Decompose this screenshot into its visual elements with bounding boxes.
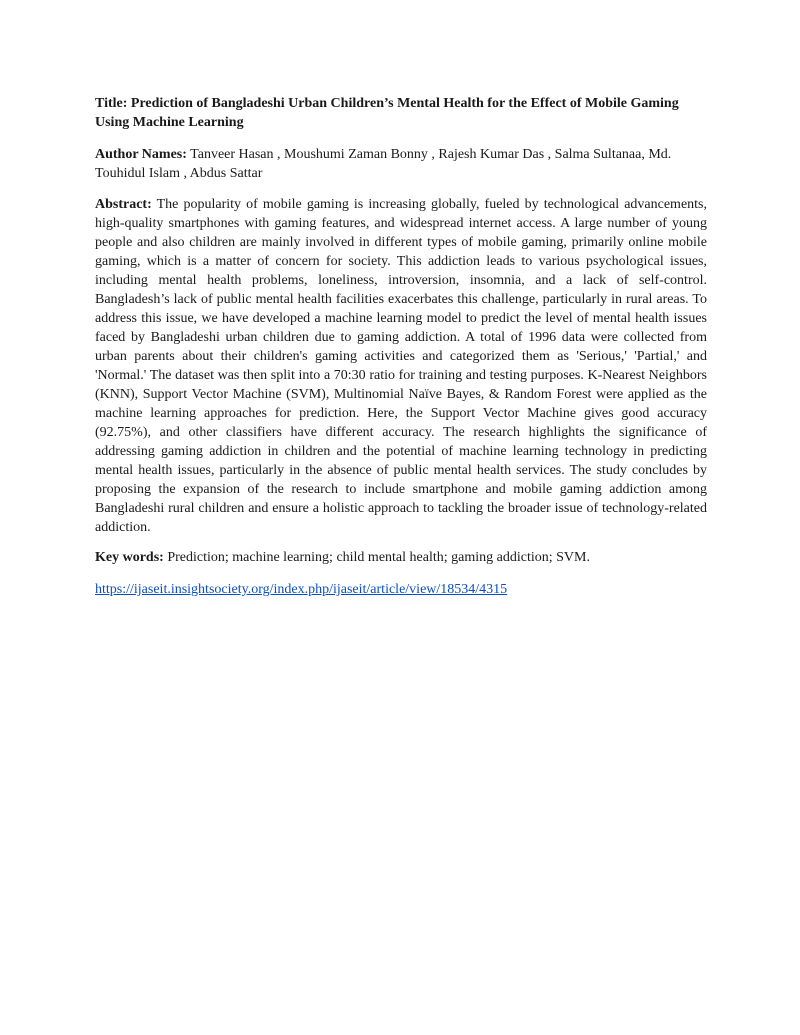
document-page xyxy=(95,94,707,610)
article-link-paragraph xyxy=(95,580,707,599)
abstract xyxy=(95,195,707,537)
abstract-text: The popularity of mobile gaming is increasing globally, fueled by technological advancements, high-quality smartphones with gaming features, and widespread internet access. A large number of young people and also children are mainly involved in different types of mobile gaming, primarily online mobile gaming, which is a matter of concern for society. This addiction leads to various psychological issues, including mental health problems, loneliness, introversion, insomnia, and a lack of self-control. Bangladesh’s lack of public mental health facilities exacerbates this challenge, particularly in rural areas. To address this issue, we have developed a machine learning model to predict the level of mental health issues faced by Bangladeshi urban children due to gaming addiction. A total of 1996 data were collected from urban parents about their children's gaming activities and categorized them as 'Serious,' 'Partial,' and 'Normal.' The dataset was then split into a 70:30 ratio for training and testing purposes. K-Nearest Neighbors (KNN), Support Vector Machine (SVM), Multinomial Naïve Bayes, & Random Forest were applied as the machine learning approaches for prediction. Here, the Support Vector Machine gives good accuracy (92.75%), and other classifiers have different accuracy. The research highlights the significance of addressing gaming addiction in children and the potential of machine learning technology in predicting mental health issues, particularly in the absence of public mental health services. The study concludes by proposing the expansion of the research to include smartphone and mobile gaming addiction among Bangladeshi rural children and ensure a holistic approach to tackling the broader issue of technology-related addiction. xyxy=(95,197,707,535)
authors-text: Tanveer Hasan , Moushumi Zaman Bonny , Rajesh Kumar Das , Salma Sultanaa, Md. Touhidul Islam , Abdus Sattar xyxy=(95,147,672,181)
keywords xyxy=(95,548,707,567)
keywords-label: Key words: xyxy=(95,550,164,565)
article-link[interactable]: https://ijaseit.insightsociety.org/index.php/ijaseit/article/view/18534/4315 xyxy=(95,582,508,597)
keywords-text: Prediction; machine learning; child mental health; gaming addiction; SVM. xyxy=(167,550,590,565)
paper-title xyxy=(95,94,707,132)
authors-label: Author Names: xyxy=(95,147,187,162)
title-label: Title: xyxy=(95,96,128,111)
title-text: Prediction of Bangladeshi Urban Children’s Mental Health for the Effect of Mobile Gaming Using Machine Learning xyxy=(95,96,679,130)
author-names xyxy=(95,145,707,183)
abstract-label: Abstract: xyxy=(95,197,152,212)
